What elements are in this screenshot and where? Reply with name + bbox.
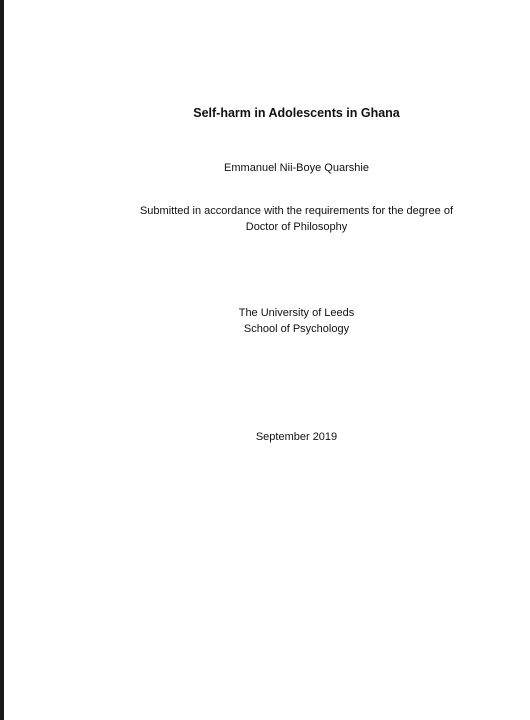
degree-name: Doctor of Philosophy	[245, 221, 348, 233]
document-page	[4, 0, 530, 720]
submission-date: September 2019	[255, 431, 338, 443]
university-name: The University of Leeds	[238, 307, 355, 319]
thesis-title: Self-harm in Adolescents in Ghana	[193, 106, 400, 120]
author-name: Emmanuel Nii-Boye Quarshie	[224, 162, 369, 174]
submission-statement: Submitted in accordance with the requirements for the degree of	[139, 205, 454, 217]
school-name: School of Psychology	[243, 323, 350, 335]
